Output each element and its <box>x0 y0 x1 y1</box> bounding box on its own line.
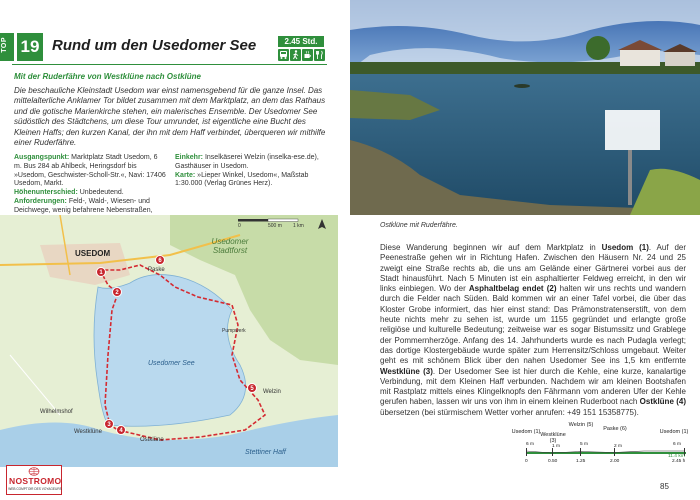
profile-name-1: Usedom (1) <box>511 429 541 435</box>
fact-value-start: Marktplatz Stadt Usedom, 6 m. Bus 284 ab Ahlbeck, Heringsdorf bis »Usedom, Geschwister-Scholl-Str.«, Navi: 17406 Usedom, Markt. <box>14 154 166 188</box>
duration-badge: 2.45 Std. <box>278 36 324 47</box>
waypoint-2: 2 <box>112 287 122 297</box>
waypoint-6: 6 <box>155 255 165 265</box>
route-map <box>0 215 338 467</box>
right-page <box>350 0 700 500</box>
profile-time-3: 1.25 <box>576 459 586 464</box>
profile-name-5: Usedom (1) <box>659 429 689 435</box>
body-bold-usedom: Usedom (1) <box>601 243 649 252</box>
profile-distance: 11.4 km <box>668 454 685 459</box>
profile-elev-1: 6 m <box>526 442 534 447</box>
fact-key-start: Ausgangspunkt: <box>14 154 70 161</box>
profile-name-2: Westklüne (3) <box>540 432 566 444</box>
map-label-usedomer-see: Usedomer See <box>148 360 195 367</box>
title-divider <box>12 64 327 65</box>
map-label-pumpwerk: Pumpwerk <box>222 328 246 334</box>
lake-photo <box>350 0 700 215</box>
tour-subtitle: Mit der Ruderfähre von Westklüne nach Ostklüne <box>14 72 201 81</box>
profile-elev-4: 2 m <box>614 444 622 449</box>
waypoint-4: 4 <box>116 425 126 435</box>
profile-time-4: 2.00 <box>610 459 620 464</box>
map-label-westkluene: Westklüne <box>74 429 102 435</box>
profile-time-1: 0 <box>525 459 528 464</box>
map-label-usedom: USEDOM <box>75 249 111 258</box>
body-text-5: . Der Usedomer See ist hier durch die Kehle, eine kurze, kanalartige Verbindung, mit dem Kleinen Haff verbunden. Nachdem wir am kleinen Bootshafen mit Rastplatz mittels eines Klingelknopfs den Fährmann vom anderen Ufer der Kehle gerufen haben, lassen wir uns von ihm in einem kleinen Ruderboot nach <box>380 366 686 407</box>
top-tab <box>0 33 14 61</box>
intro-text: Die beschauliche Kleinstadt Usedom war einst namensgebend für die ganze Insel. Das mittelalterliche Anklamer Tor bildet zusammen mit dem Marktplatz, an dem das Rathaus und die gotische Marienkirche stehen, ein malerisches Ensemble. Der Usedomer See südöstlich des Städtchens, um diese Tour umrundet, ist eigentliche eine Bucht des Kleinen Haffs; den kurzen Kanal, der ihn mit dem Haff verbindet, überqueren wir mithilfe einer Ruderfähre. <box>14 86 326 148</box>
top-tab-label: TOP <box>1 37 8 53</box>
profile-time-2: 0.50 <box>548 459 558 464</box>
map-label-wilhelmshof: Wilhelmshof <box>40 409 73 415</box>
nostromo-logo <box>6 465 62 495</box>
hiker-icon <box>290 49 301 61</box>
fact-value-einkehr: Inselkäserei Welzin (inselka-ese.de), Gasthäuser in Usedom. <box>175 154 319 170</box>
scale-label-0: 0 <box>238 223 241 229</box>
waypoint-5: 5 <box>247 383 257 393</box>
profile-time-5: 2.45 h <box>672 459 686 464</box>
map-label-welzin: Welzin <box>263 389 281 395</box>
logo-tagline: WEB COMPTOIR DES VOYAGEURS <box>8 487 62 491</box>
map-label-stettiner-haff: Stettiner Haff <box>245 449 286 456</box>
tour-title: Rund um den Usedomer See <box>52 37 257 54</box>
tour-number: 19 <box>17 33 43 61</box>
fact-key-karte: Karte: <box>175 171 196 179</box>
body-text-3: halten wir uns rechts und wandern durch die Felder nach Süden. Bald kommen wir an einer Tafel vorbei, die über das Kloster Grobe informiert, das hier einst stand: Das Prämonstratenserstift, von dem heute nichts mehr zu sehen ist, wurde um 1155 gegründet und erlangte große religiöse und kulturelle Bedeutung; zeitweise war es sogar Bistumssitz und Grablege der Pommernherzöge. Anfang des 14. Jahrhunderts wurde es nach Pudagla verlegt; das dortige Klostergebäude wurde später zum Herrensitz/Schloss umgebaut. <box>380 284 687 355</box>
body-text-1: Diese Wanderung beginnen wir auf dem Marktplatz in <box>380 243 602 252</box>
waypoint-3: 3 <box>104 419 114 429</box>
body-bold-ostkluene: Ostklüne (4) <box>639 397 686 407</box>
profile-elev-5: 6 m <box>673 442 681 447</box>
map-label-stadtforst: Usedomer Stadtforst <box>211 237 249 255</box>
map-graphic <box>0 215 338 467</box>
fact-key-einkehr: Einkehr: <box>175 154 204 161</box>
route-description <box>380 243 686 418</box>
scale-label-1km: 1 km <box>293 223 304 229</box>
tour-facts <box>14 154 328 224</box>
profile-elev-2: 1 m <box>552 444 560 449</box>
facts-column-1 <box>14 154 167 224</box>
bus-icon <box>278 49 289 61</box>
scale-label-500: 500 m <box>268 223 282 229</box>
body-text-6: übersetzen (bei stürmischem Wetter vorher anrufen: +49 151 15358775). <box>380 407 639 417</box>
profile-name-4: Paske (6) <box>603 426 627 432</box>
restaurant-icon <box>314 49 325 61</box>
body-text-2: . Auf der Peenestraße gehen wir in Richtung Hafen. Zwischen den Häusern Nr. 24 und 25 zweigt eine Straße rechts ab, die uns am Gelände einer Gärtnerei vorbei aus der Stadt hinausführt. Nach 5 Minuten ist ein asphaltierter Feldweg erreicht, in den wir links einbiegen. Wo der <box>380 243 686 294</box>
fact-key-hoehe: Höhenunterschied: <box>14 189 78 197</box>
profile-name-3: Welzin (5) <box>568 422 594 428</box>
fact-value-anforderungen: Feld-, Wald-, Wiesen- und Deichwege, wenig befahrene Nebenstraßen, <box>14 197 153 214</box>
facts-column-2 <box>175 154 328 224</box>
map-label-ostkluene: Ostklüne <box>140 437 164 443</box>
map-label-paske: Paske <box>148 267 165 273</box>
photo-caption: Ostklüne mit Ruderfähre. <box>380 222 458 229</box>
globe-icon <box>28 467 40 476</box>
fact-value-hoehe: Unbedeutend. <box>77 189 124 197</box>
body-text-4: Weiter geht es mit schönem Blick über den nahen Usedomer See ins 1,5 km entfernte <box>380 345 686 366</box>
waypoint-1: 1 <box>96 267 106 277</box>
fact-value-karte: »Lieper Winkel, Usedom«, Maßstab 1:30.000 (Verlag Grünes Herz). <box>175 171 309 188</box>
page-number: 85 <box>660 482 669 491</box>
logo-name: NOSTROMO <box>9 476 62 486</box>
tour-icons <box>278 49 326 62</box>
profile-elev-3: 5 m <box>580 442 588 447</box>
cafe-icon <box>302 49 313 61</box>
body-bold-westkluene: Westklüne (3) <box>380 366 433 376</box>
elevation-profile <box>511 422 690 472</box>
photo-ostkluene-ferry <box>350 0 700 215</box>
fact-key-anforderungen: Anforderungen: <box>14 197 67 205</box>
body-bold-asphalt: Asphaltbelag endet (2) <box>468 284 557 294</box>
